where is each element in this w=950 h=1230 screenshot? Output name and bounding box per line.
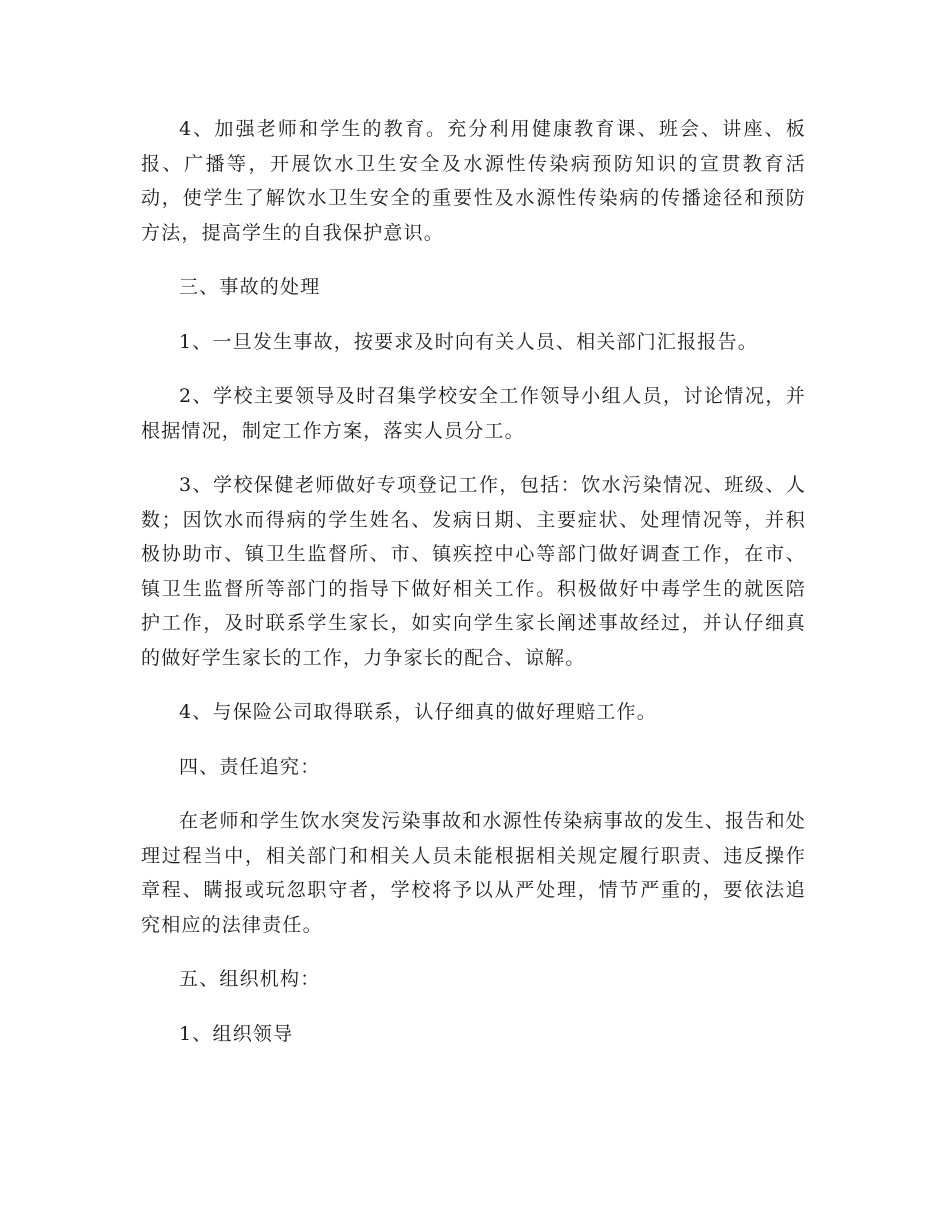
paragraph-education: 4、加强老师和学生的教育。充分利用健康教育课、班会、讲座、板报、广播等，开展饮水卫生安全及水源性传染病预防知识的宣贯教育活动，使学生了解饮水卫生安全的重要性及水源性传染病的传播途径和预防方法，提高学生的自我保护意识。 — [141, 118, 806, 244]
paragraph-accountability: 在老师和学生饮水突发污染事故和水源性传染病事故的发生、报告和处理过程当中，相关部门和相关人员未能根据相关规定履行职责、违反操作章程、瞒报或玩忽职守者，学校将予以从严处理，情节严重的，要依法追究相应的法律责任。 — [141, 810, 806, 936]
section-heading-accountability: 四、责任追究： — [179, 755, 321, 778]
section-heading-organization: 五、组织机构： — [179, 968, 321, 990]
paragraph-report: 1、一旦发生事故，按要求及时向有关人员、相关部门汇报报告。 — [179, 330, 758, 353]
document-body — [141, 112, 806, 1071]
subheading-leadership: 1、组织领导 — [179, 1022, 294, 1045]
paragraph-leadership-meeting: 2、学校主要领导及时召集学校安全工作领导小组人员，讨论情况，并根据情况，制定工作方案，落实人员分工。 — [141, 385, 806, 442]
section-heading-accident-handling: 三、事故的处理 — [179, 276, 321, 298]
paragraph-registration: 3、学校保健老师做好专项登记工作，包括：饮水污染情况、班级、人数；因饮水而得病的学生姓名、发病日期、主要症状、处理情况等，并积极协助市、镇卫生监督所、市、镇疾控中心等部门做好调查工作，在市、镇卫生监督所等部门的指导下做好相关工作。积极做好中毒学生的就医陪护工作，及时联系学生家长，如实向学生家长阐述事故经过，并认仔细真的做好学生家长的工作，力争家长的配合、谅解。 — [141, 474, 806, 669]
paragraph-insurance: 4、与保险公司取得联系，认仔细真的做好理赔工作。 — [179, 701, 657, 723]
